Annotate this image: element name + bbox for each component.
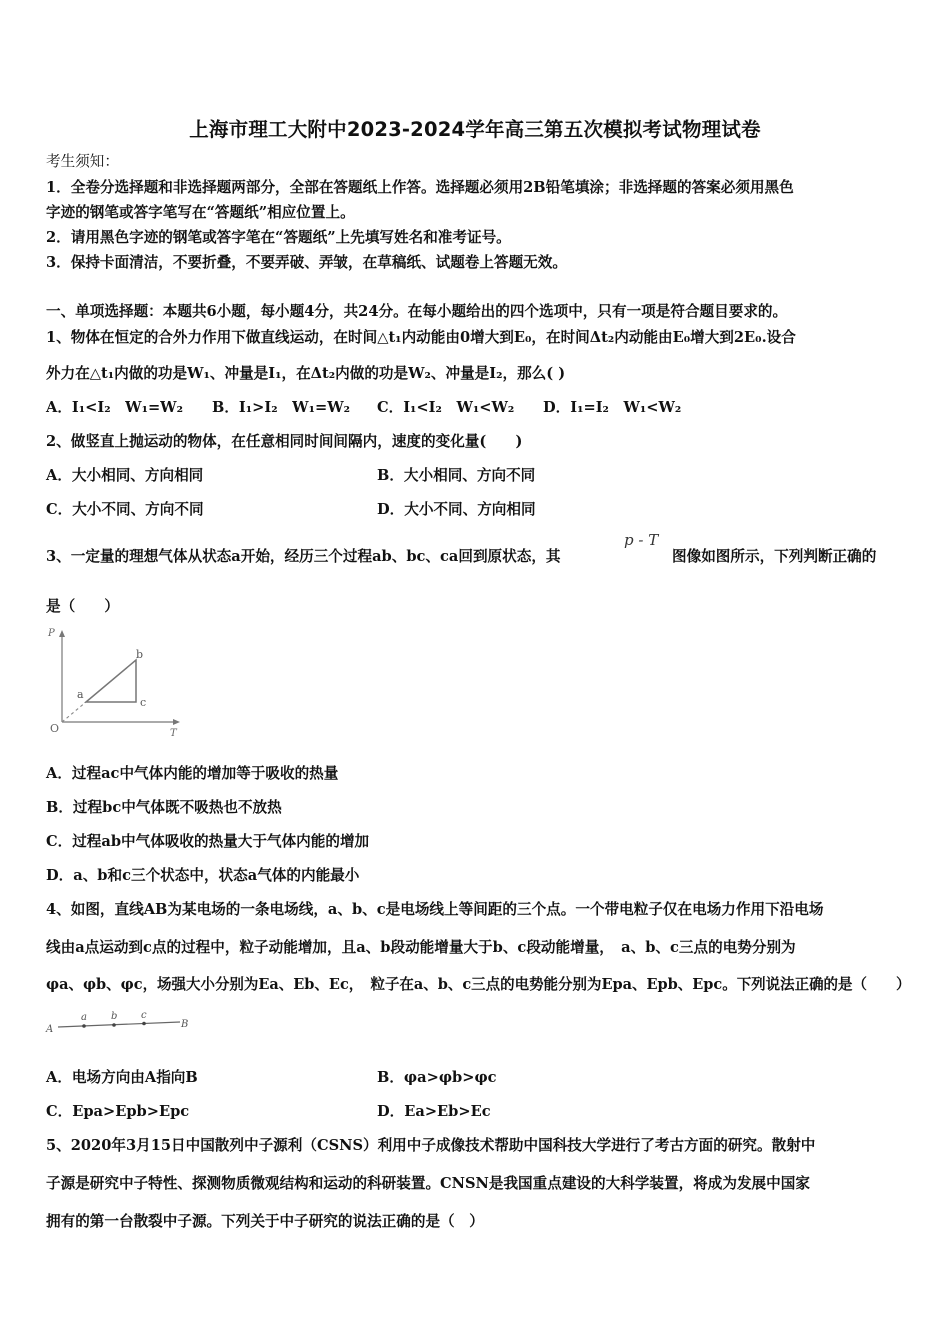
- field-line: [58, 1022, 180, 1027]
- notice-item: 3．保持卡面清洁，不要折叠，不要弄破、弄皱，在草稿纸、试题卷上答题无效。: [46, 254, 567, 271]
- point-a: [82, 1024, 86, 1028]
- q3-stem-line: 是（ ）: [46, 598, 119, 615]
- q3-option-c: C．过程ab中气体吸收的热量大于气体内能的增加: [46, 833, 370, 850]
- q3-option-a: A．过程ac中气体内能的增加等于吸收的热量: [46, 765, 339, 782]
- q4-field-line-figure: [44, 1008, 194, 1036]
- notice-item: 2．请用黑色字迹的钢笔或答字笔在“答题纸”上先填写姓名和准考证号。: [46, 229, 511, 246]
- q3-option-d: D．a、b和c三个状态中，状态a气体的内能最小: [46, 867, 360, 884]
- label-B: B: [181, 1019, 189, 1030]
- extension-dashed-line: [62, 702, 86, 722]
- q2-option-a: A．大小相同、方向相同: [46, 467, 204, 484]
- q4-option-b: B．φa>φb>φc: [377, 1069, 497, 1086]
- q1-option-c: C．I₁<I₂ W₁<W₂: [377, 399, 515, 416]
- q3-formula: p - T: [624, 531, 659, 549]
- q5-stem-line: 子源是研究中子特性、探测物质微观结构和运动的科研装置。CNSN是我国重点建设的大科学装置，将成为发展中国家: [46, 1175, 810, 1192]
- x-axis-label: T: [170, 728, 177, 738]
- q4-option-d: D．Ea>Eb>Ec: [377, 1103, 491, 1120]
- q3-pt-graph: [44, 626, 184, 738]
- section-heading: 一、单项选择题：本题共6小题，每小题4分，共24分。在每小题给出的四个选项中，只有一项是符合题目要求的。: [46, 303, 788, 320]
- q3-stem-line: 3、一定量的理想气体从状态a开始，经历三个过程ab、bc、ca回到原状态，其: [46, 548, 561, 565]
- origin-label: O: [50, 722, 60, 735]
- q5-stem-line: 5、2020年3月15日中国散列中子源利（CSNS）利用中子成像技术帮助中国科技大学进行了考古方面的研究。散射中: [46, 1137, 816, 1154]
- notice-item: 1．全卷分选择题和非选择题两部分，全部在答题纸上作答。选择题必须用2B铅笔填涂；非选择题的答案必须用黑色: [46, 179, 794, 196]
- label-a: a: [81, 1012, 87, 1023]
- q2-option-c: C．大小不同、方向不同: [46, 501, 204, 518]
- label-A: A: [46, 1024, 54, 1035]
- point-b: [112, 1023, 116, 1027]
- q4-stem-line: φa、φb、φc，场强大小分别为Ea、Eb、Ec， 粒子在a、b、c三点的电势能分别为Epa、Epb、Epc。下列说法正确的是（ ）: [46, 976, 911, 993]
- q4-stem-line: 4、如图，直线AB为某电场的一条电场线，a、b、c是电场线上等间距的三个点。一个带电粒子仅在电场力作用下沿电场: [46, 901, 824, 918]
- q1-option-a: A．I₁<I₂ W₁=W₂: [46, 399, 183, 416]
- q1-stem-line: 1、物体在恒定的合外力作用下做直线运动，在时间△t₁内动能由0增大到E₀，在时间Δt₂内动能由E₀增大到2E₀.设合: [46, 329, 796, 346]
- q1-option-b: B．I₁>I₂ W₁=W₂: [212, 399, 350, 416]
- x-axis-arrow: [173, 719, 180, 725]
- q5-stem-line: 拥有的第一台散裂中子源。下列关于中子研究的说法正确的是（ ）: [46, 1213, 484, 1230]
- q4-option-c: C．Epa>Epb>Epc: [46, 1103, 190, 1120]
- notice-item: 字迹的钢笔或答字笔写在“答题纸”相应位置上。: [46, 204, 355, 221]
- q4-option-a: A．电场方向由A指向B: [46, 1069, 198, 1086]
- point-c-label: c: [140, 696, 147, 709]
- q4-stem-line: 线由a点运动到c点的过程中，粒子动能增加，且a、b段动能增量大于b、c段动能增量， a、b、c三点的电势分别为: [46, 939, 796, 956]
- q2-option-b: B．大小相同、方向不同: [377, 467, 536, 484]
- q2-stem: 2、做竖直上抛运动的物体，在任意相同时间间隔内，速度的变化量( ): [46, 433, 523, 450]
- label-c: c: [141, 1010, 147, 1021]
- label-b: b: [111, 1011, 118, 1022]
- q1-option-d: D．I₁=I₂ W₁<W₂: [543, 399, 682, 416]
- q2-option-d: D．大小不同、方向相同: [377, 501, 536, 518]
- q3-option-b: B．过程bc中气体既不吸热也不放热: [46, 799, 282, 816]
- q3-stem-tail: 图像如图所示，下列判断正确的: [672, 548, 877, 565]
- point-c: [142, 1022, 146, 1026]
- y-axis-arrow: [59, 630, 65, 637]
- y-axis-label: P: [48, 628, 55, 639]
- point-b-label: b: [136, 648, 144, 661]
- point-a-label: a: [77, 688, 84, 701]
- page-title: 上海市理工大附中2023-2024学年高三第五次模拟考试物理试卷: [189, 118, 761, 141]
- notice-heading: 考生须知：: [46, 153, 119, 170]
- abc-triangle: [86, 660, 136, 702]
- q1-stem-line: 外力在△t₁内做的功是W₁、冲量是I₁，在Δt₂内做的功是W₂、冲量是I₂，那么( ): [46, 365, 566, 382]
